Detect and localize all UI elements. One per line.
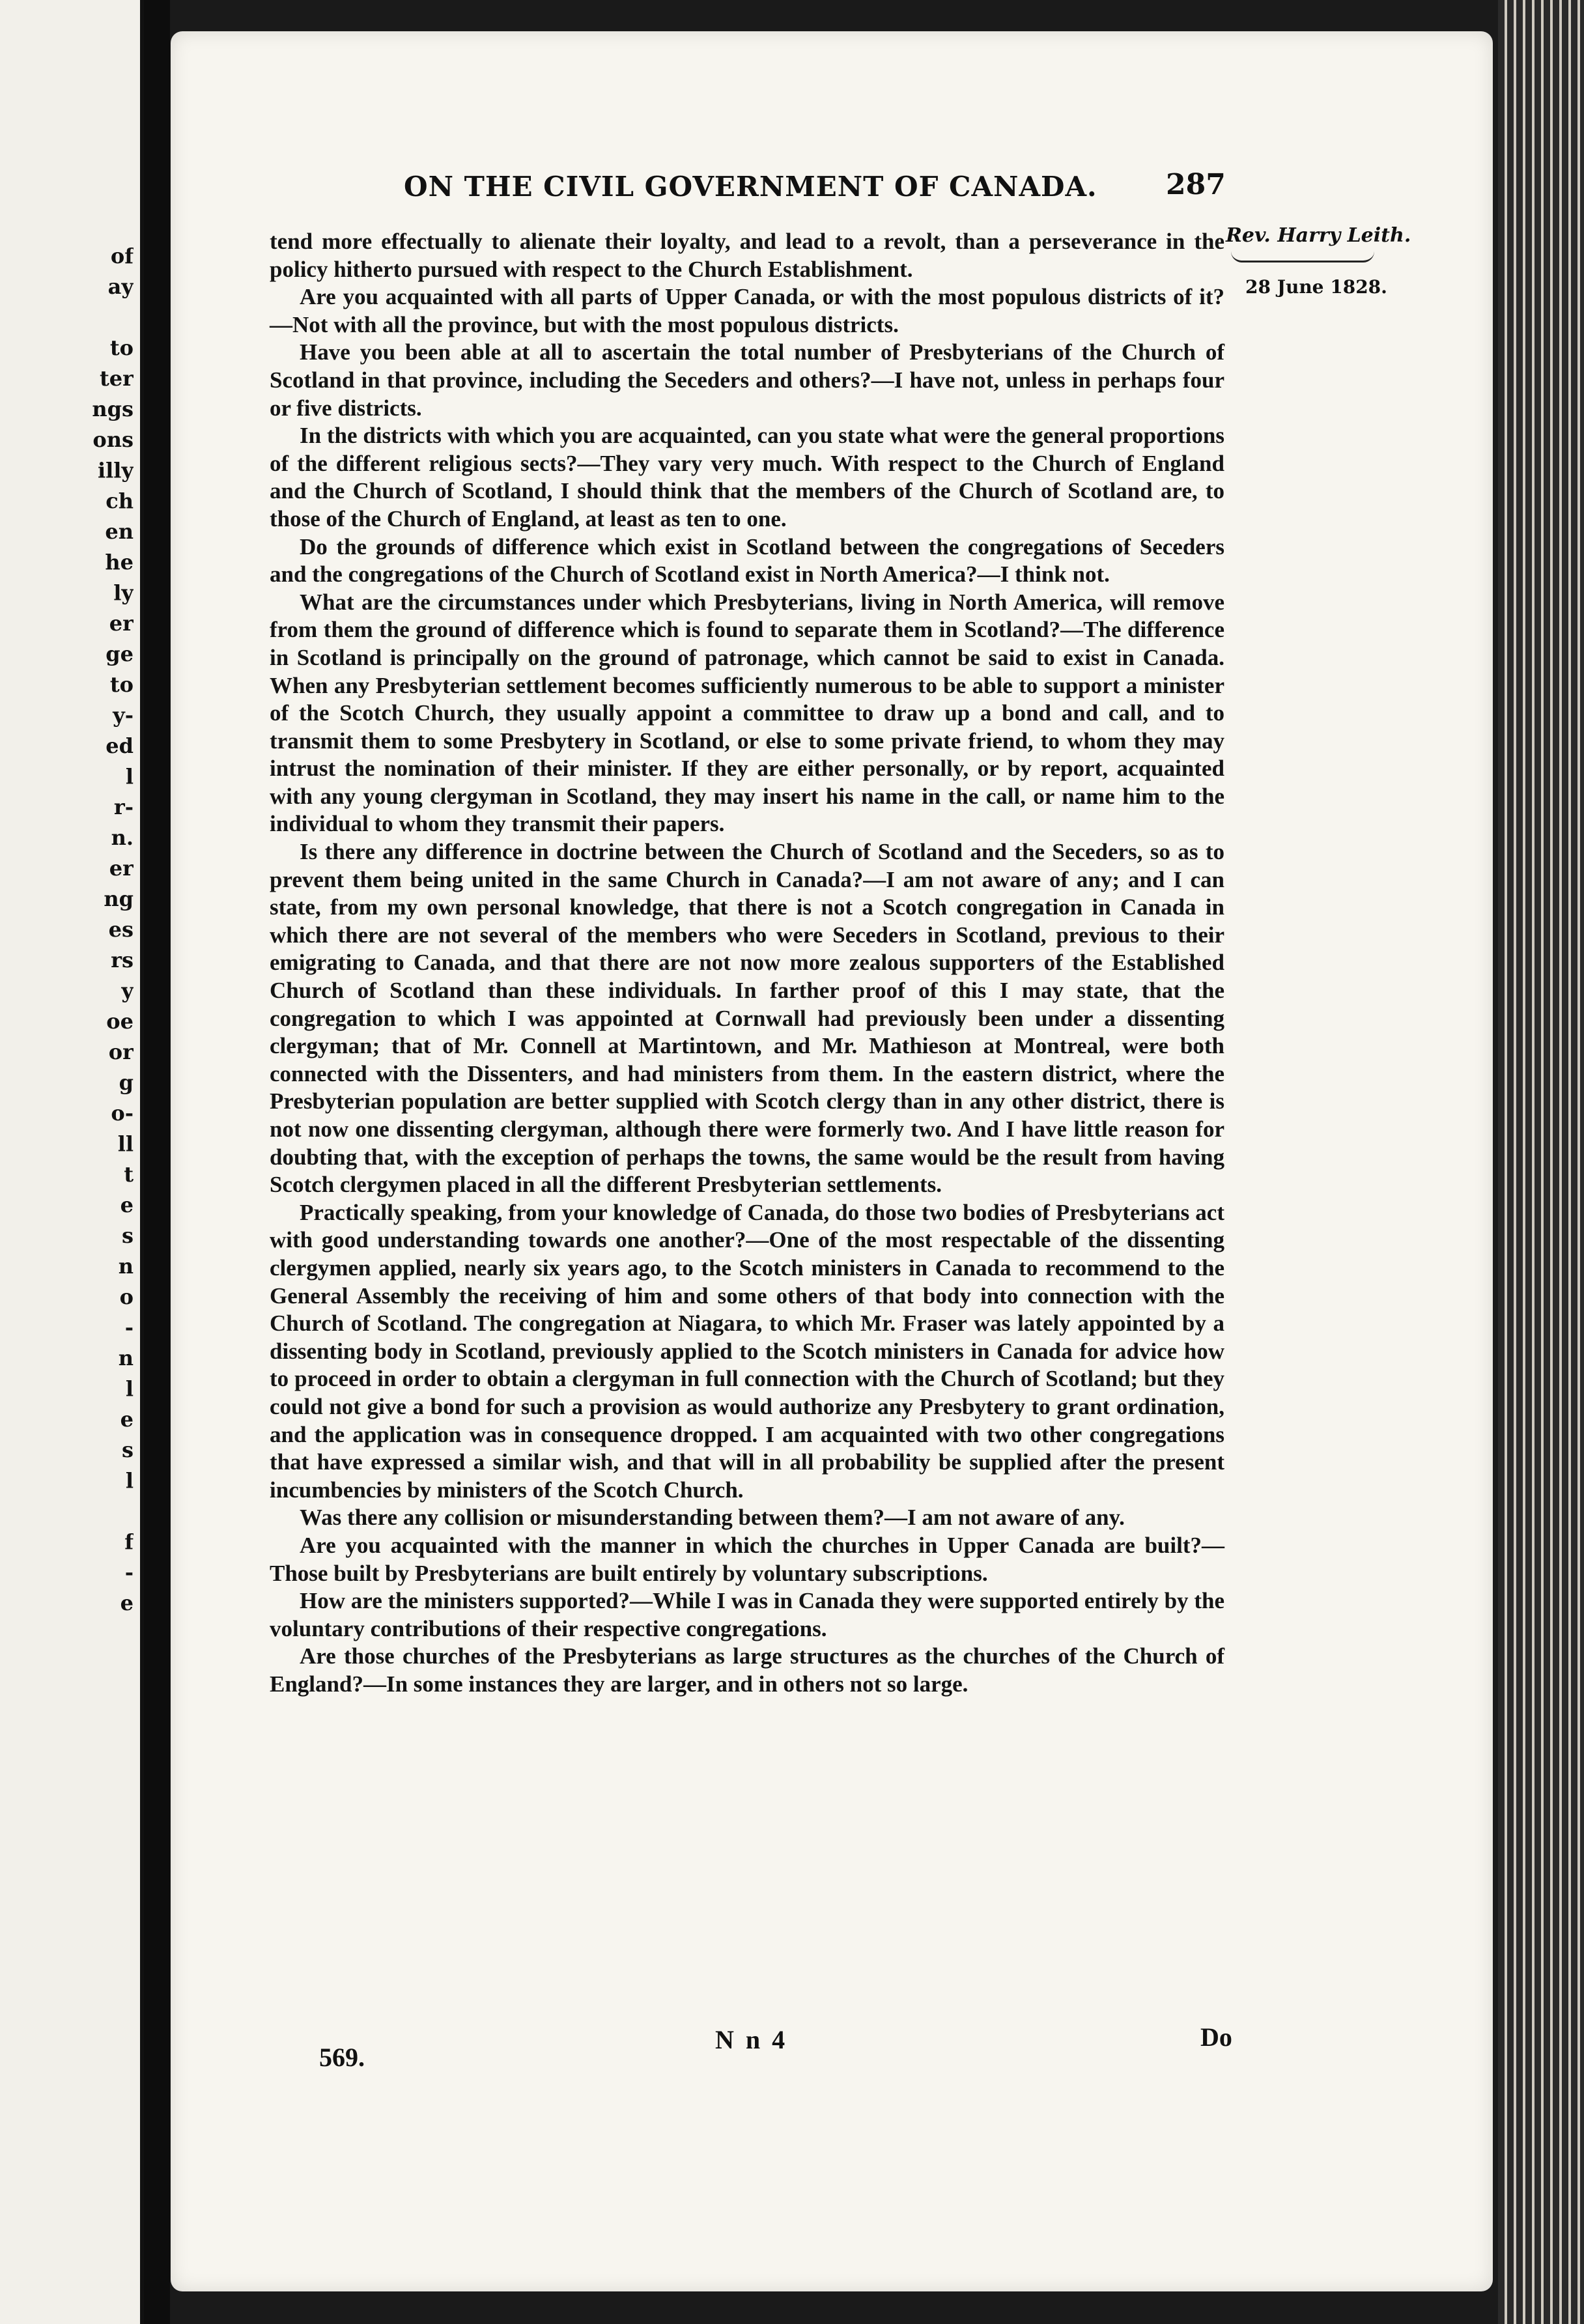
- previous-page-fragment: ngs: [92, 397, 134, 421]
- previous-page-fragment: ly: [113, 580, 134, 605]
- paragraph: Practically speaking, from your knowledge of Canada, do those two bodies of Presbyterians act with good understanding towards one another?—One of the most respectable of the dissenting clergymen applied, nearly six years ago, to the Scotch ministers in Canada to recommend to the General Assembly the receiving of him and some others of that body into connection with the Church of Scotland. The congregation at Niagara, to which Mr. Fraser was lately appointed by a dissenting body in Scotland, previously applied to the Scotch ministers in Canada for advice how to proceed in order to obtain a clergyman in full connection with the Church of Scotland; but they could not give a bond for such a provision as would authorize any Presbytery to grant ordination, and the application was in consequence dropped. I am acquainted with two other congregations that have expressed a similar wish, and that will in all probability be supplied after the present incumbencies by ministers of the Scotch Church.: [270, 1199, 1224, 1503]
- previous-page-fragment: or: [108, 1040, 134, 1064]
- previous-page-fragment: er: [109, 611, 134, 636]
- previous-page-fragment: s: [121, 1223, 134, 1248]
- previous-page-fragment: o: [119, 1284, 134, 1309]
- paragraph: tend more effectually to alienate their loyalty, and lead to a revolt, than a perseverance in the policy hitherto pursued with respect to the Church Establishment.: [270, 229, 1224, 282]
- previous-page-fragment: o-: [111, 1101, 134, 1126]
- previous-page-fragment: ch: [106, 489, 134, 513]
- previous-page-fragment: illy: [97, 458, 134, 483]
- previous-page-edge: [0, 0, 144, 2324]
- previous-page-fragment: en: [105, 519, 134, 544]
- previous-page-fragment: y-: [113, 703, 134, 728]
- page-number: 287: [1166, 168, 1226, 201]
- footer-signature-mark: N n 4: [715, 2025, 788, 2054]
- previous-page-fragment: es: [108, 917, 134, 942]
- previous-page-fragment: [0, 302, 134, 333]
- paragraph: Are those churches of the Presbyterians as large structures as the churches of the Church of England?—In some instances they are larger, and in others not so large.: [270, 1643, 1224, 1697]
- previous-page-fragment: rs: [111, 948, 134, 972]
- previous-page-fragment: e: [120, 1407, 134, 1432]
- previous-page-fragment: he: [105, 550, 134, 574]
- previous-page-fragment: er: [109, 856, 134, 881]
- previous-page-fragment: g: [119, 1070, 134, 1095]
- previous-page-fragment: -: [124, 1315, 134, 1340]
- previous-page-fragment: l: [125, 1468, 134, 1493]
- previous-page-fragment: oe: [106, 1009, 134, 1034]
- sidenote-brace: [1231, 251, 1374, 262]
- paragraph: Is there any difference in doctrine between the Church of Scotland and the Seceders, so as to prevent them being united in the same Church in Canada?—I am not aware of any; and I can state, from my own personal knowledge, that there is not a Scotch congregation in Canada in which there are not several of the members who were Seceders in Scotland, previous to their emigrating to Canada, and that there are not now more zealous supporters of the Established Church of Scotland than these individuals. In farther proof of this I may state, that the congregation to which I was appointed at Cornwall had previously been under a dissenting clergyman; that of Mr. Connell at Martintown, and Mr. Mathieson at Montreal, were both connected with the Dissenters, and had ministers from them. In the eastern district, where the Presbyterian population are better supplied with Scotch clergy than in any other district, there is not now one dissenting clergyman, although there were formerly two. And I have little reason for doubting that, with the exception of perhaps the towns, the same would be the result from having Scotch clergymen placed in all the different Presbyterian settlements.: [270, 839, 1224, 1198]
- testimony-body: [270, 228, 1224, 1698]
- previous-page-fragment: ed: [106, 733, 134, 758]
- previous-page-fragment: s: [121, 1438, 134, 1462]
- previous-page-fragment: n: [118, 1346, 134, 1370]
- previous-page-fragment: n.: [111, 825, 134, 850]
- previous-page-fragment: l: [125, 1376, 134, 1401]
- previous-page-fragment: l: [125, 764, 134, 789]
- paragraph: Do the grounds of difference which exist in Scotland between the congregations of Seceders and the congregations of the Church of Scotland exist in North America?—I think not.: [270, 533, 1224, 588]
- previous-page-fragment: ter: [100, 366, 134, 391]
- previous-page-fragment: ge: [106, 642, 134, 666]
- previous-page-fragment: f: [124, 1529, 134, 1554]
- previous-page-fragment: n: [118, 1254, 134, 1279]
- sidenote-witness-name: Rev. Harry Leith.: [1226, 224, 1411, 247]
- previous-page-fragment: y: [121, 978, 134, 1003]
- previous-page-fragment: [0, 1496, 134, 1527]
- previous-page-fragment: e: [120, 1591, 134, 1615]
- book-gutter: [144, 0, 170, 2324]
- previous-page-fragment: t: [124, 1162, 134, 1187]
- previous-page-fragment: r-: [113, 795, 134, 819]
- paragraph: Are you acquainted with the manner in which the churches in Upper Canada are built?—Those built by Presbyterians are built entirely by voluntary subscriptions.: [270, 1532, 1224, 1586]
- previous-page-fragment: ay: [107, 274, 134, 299]
- footer-catchword: Do: [1200, 2022, 1232, 2052]
- paragraph: Was there any collision or misunderstanding between them?—I am not aware of any.: [300, 1505, 1125, 1531]
- footer-sheet-number: 569.: [319, 2043, 365, 2072]
- paragraph: In the districts with which you are acquainted, can you state what were the general proportions of the different religious sects?—They vary very much. With respect to the Church of England and the Church of Scotland, I should think that the members of the Church of Scotland are, to those of the Church of England, at least as ten to one.: [270, 423, 1224, 531]
- previous-page-fragment: ng: [104, 886, 134, 911]
- paragraph: What are the circumstances under which Presbyterians, living in North America, will remove from them the ground of difference which is found to separate them in Scotland?—The difference in Scotland is principally on the ground of patronage, which cannot be said to exist in Canada. When any Presbyterian settlement becomes sufficiently numerous to be able to support a minister of the Scotch Church, they usually appoint a committee to draw up a bond and call, and to transmit them to some Presbytery in Scotland, or else to some private friend, to whom they may intrust the nomination of their minister. If they are either personally, or by report, acquainted with any young clergyman in Scotland, they may insert his name in the call, or name him to the individual to whom they transmit their papers.: [270, 589, 1224, 837]
- previous-page-fragment: -: [124, 1560, 134, 1585]
- previous-page-fragment: ons: [92, 427, 134, 452]
- previous-page-fragment: to: [109, 335, 134, 360]
- sidenote-date: 28 June 1828.: [1245, 276, 1387, 298]
- page-stack-edges: [1498, 0, 1584, 2324]
- paragraph: Are you acquainted with all parts of Upper Canada, or with the most populous districts of it?—Not with all the province, but with the most populous districts.: [270, 284, 1224, 337]
- previous-page-fragment: ll: [117, 1131, 134, 1156]
- previous-page-line-endings: [0, 241, 134, 1619]
- running-title: ON THE CIVIL GOVERNMENT OF CANADA.: [404, 171, 1097, 203]
- paragraph: How are the ministers supported?—While I was in Canada they were supported entirely by the voluntary contributions of their respective congregations.: [270, 1588, 1224, 1641]
- previous-page-fragment: e: [120, 1193, 134, 1217]
- previous-page-fragment: to: [109, 672, 134, 697]
- paragraph: Have you been able at all to ascertain the total number of Presbyterians of the Church of Scotland in that province, including the Seceders and others?—I have not, unless in perhaps four or five districts.: [270, 339, 1224, 421]
- previous-page-fragment: of: [110, 244, 134, 268]
